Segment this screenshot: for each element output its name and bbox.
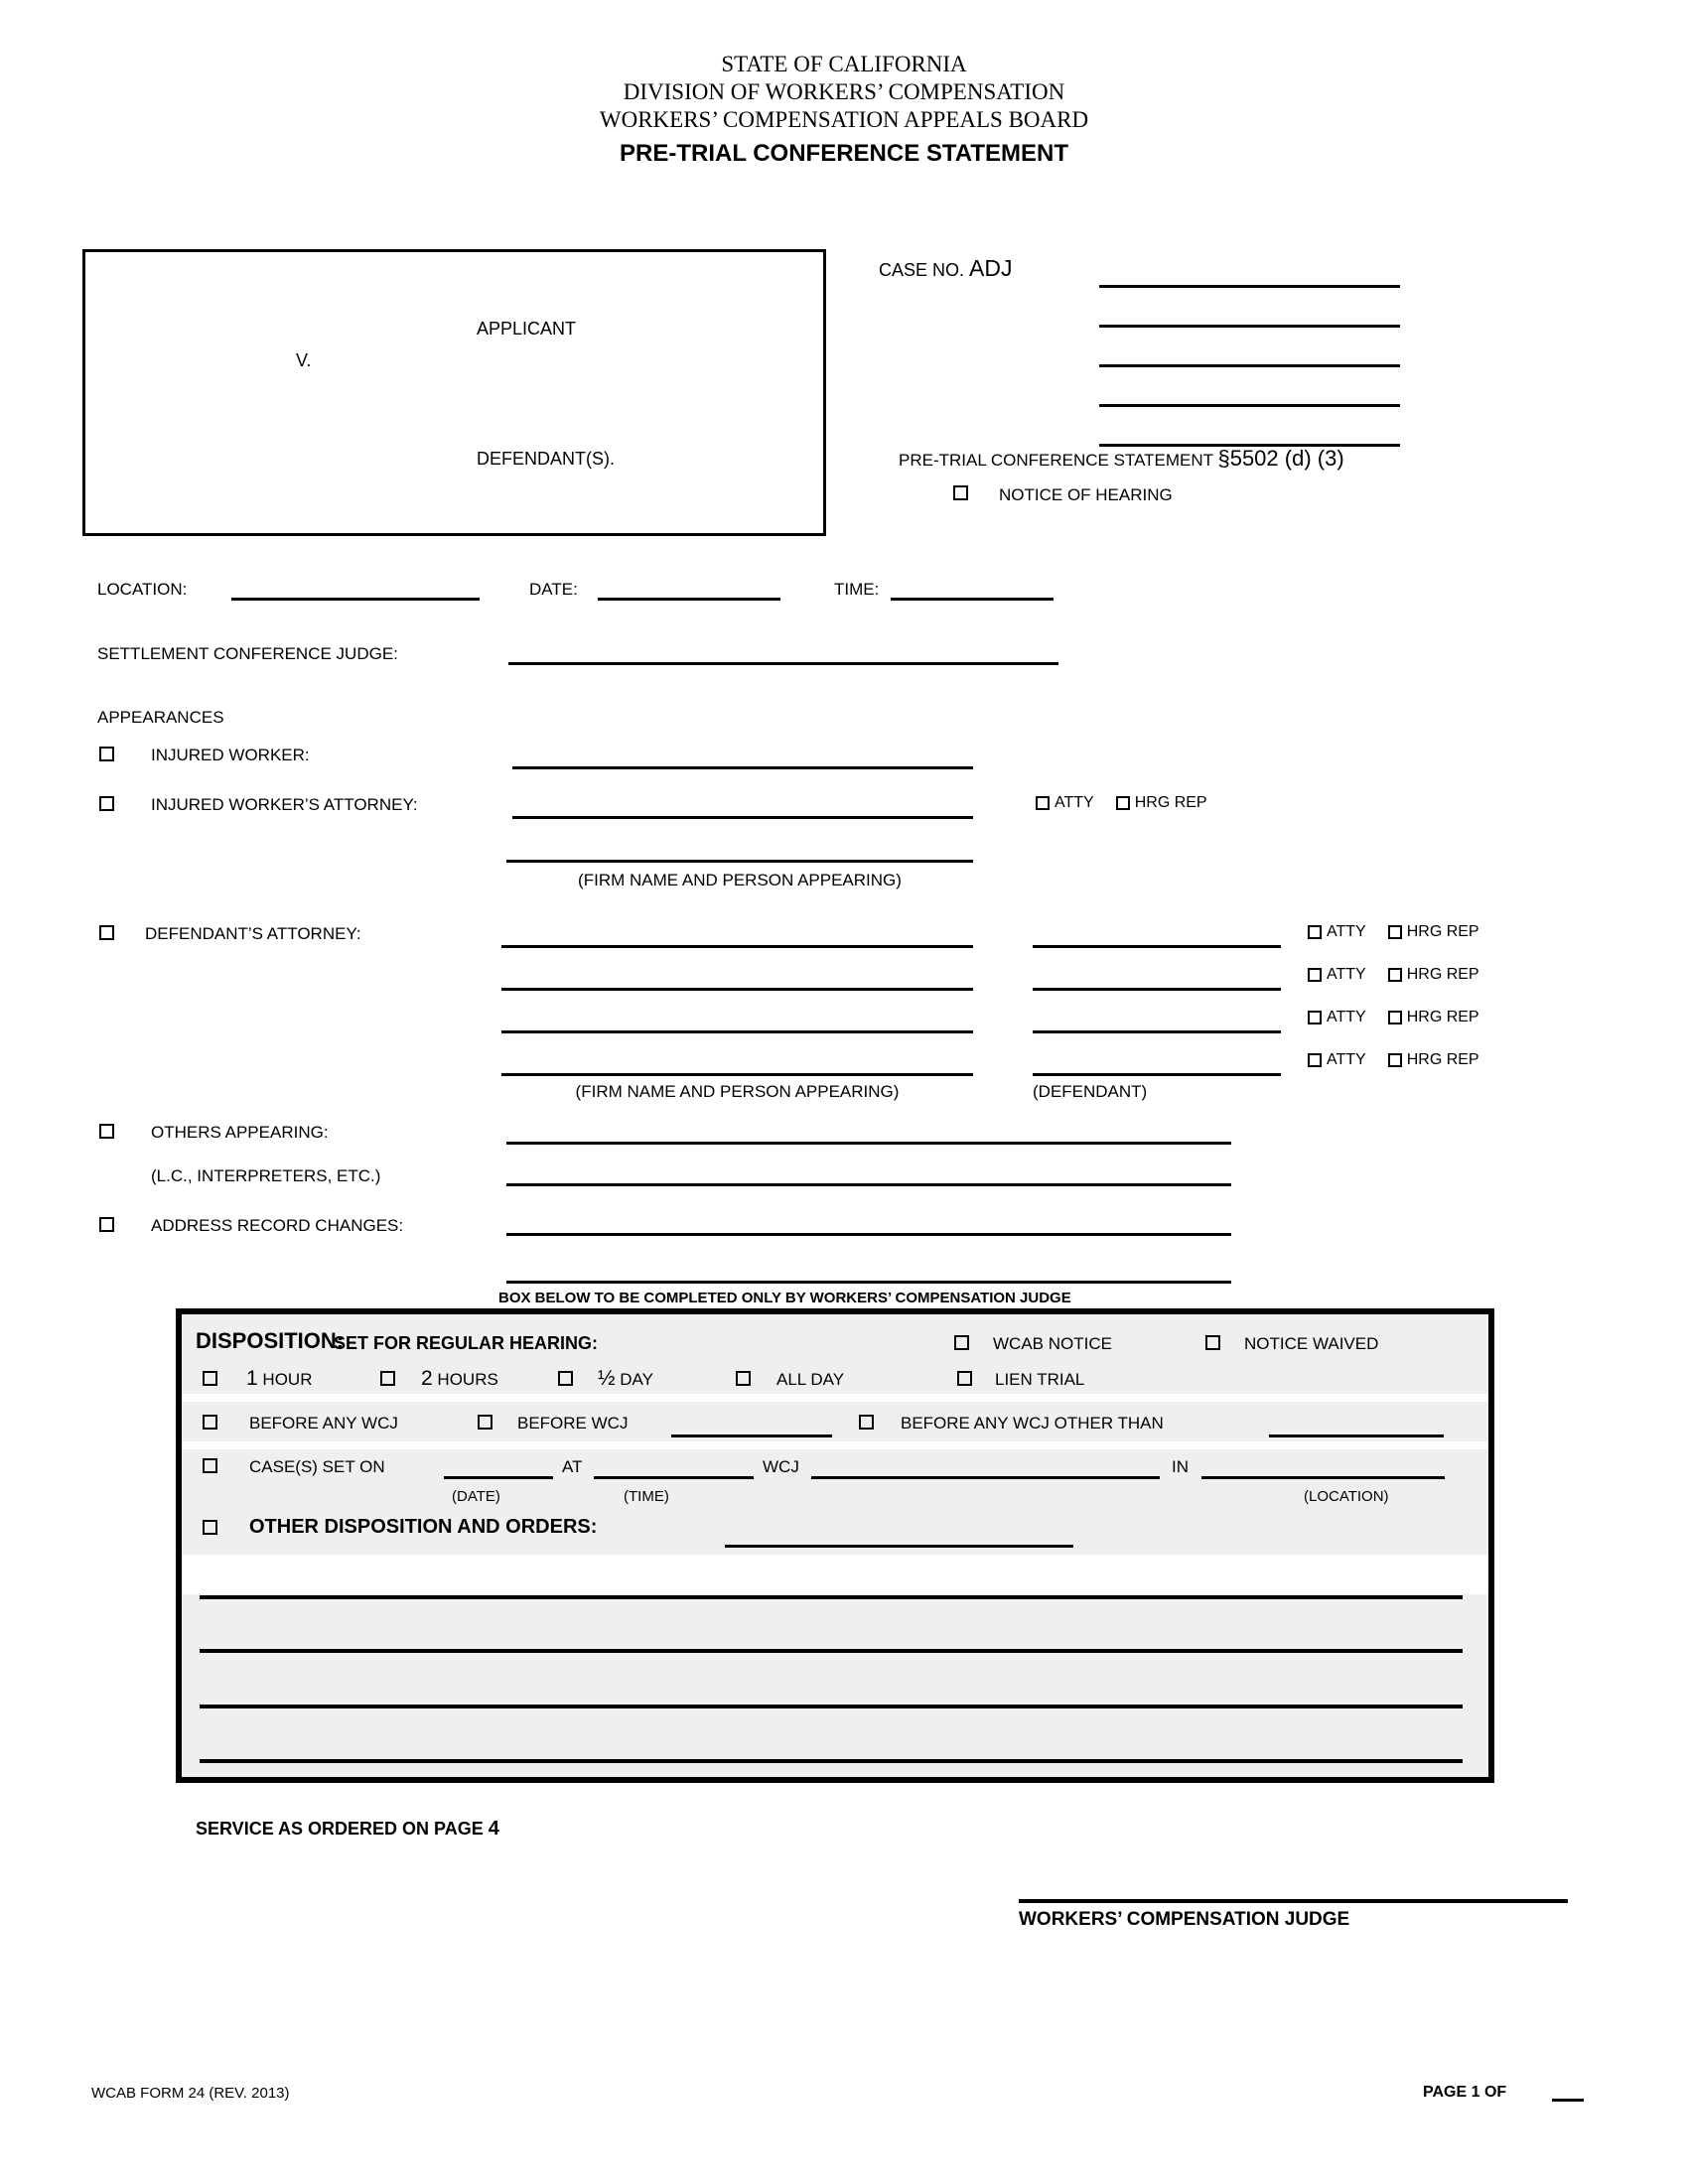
set-time-input-line[interactable]	[594, 1476, 754, 1479]
orders-blank-line[interactable]	[200, 1705, 1463, 1708]
atty-checkbox[interactable]	[1308, 1011, 1322, 1024]
lien-trial-checkbox[interactable]	[957, 1371, 972, 1386]
hrg-rep-label: HRG REP	[1406, 1051, 1479, 1068]
duration-all-day-checkbox[interactable]	[736, 1371, 751, 1386]
wcab-notice-checkbox[interactable]	[954, 1335, 969, 1350]
hrg-rep-checkbox[interactable]	[1388, 1053, 1402, 1067]
wcj-name-input-line[interactable]	[811, 1476, 1160, 1479]
before-wcj-label: BEFORE WCJ	[517, 1414, 629, 1433]
case-no-label: CASE NO.	[879, 260, 965, 280]
atty-checkbox[interactable]	[1308, 968, 1322, 982]
duration-unit: HOURS	[437, 1370, 498, 1389]
time-label: TIME:	[834, 580, 880, 599]
at-label: AT	[562, 1457, 583, 1476]
notice-of-hearing-label: NOTICE OF HEARING	[999, 485, 1173, 504]
others-input-line[interactable]	[506, 1142, 1231, 1145]
statement-ref-label: PRE-TRIAL CONFERENCE STATEMENT	[899, 451, 1213, 470]
defendant-name-line[interactable]	[1033, 945, 1281, 948]
others-input-line[interactable]	[506, 1183, 1231, 1186]
hrg-rep-label: HRG REP	[1406, 966, 1479, 983]
before-other-label: BEFORE ANY WCJ OTHER THAN	[901, 1414, 1164, 1433]
defendant-attorney-name-line[interactable]	[501, 1073, 973, 1076]
hrg-rep-label: HRG REP	[1406, 923, 1479, 940]
date-label: DATE:	[529, 580, 578, 599]
defendant-attorney-type-group	[1308, 1051, 1479, 1069]
duration-number: ½	[598, 1367, 616, 1390]
case-number-line[interactable]	[1099, 404, 1400, 407]
statement-ref	[899, 446, 1344, 471]
row-separator	[182, 1441, 1488, 1449]
hrg-rep-checkbox[interactable]	[1388, 968, 1402, 982]
location-input-line[interactable]	[231, 598, 480, 601]
case-number-line[interactable]	[1099, 364, 1400, 367]
date-caption: (DATE)	[452, 1488, 500, 1505]
orders-blank-line[interactable]	[200, 1649, 1463, 1653]
cases-set-on-checkbox[interactable]	[203, 1458, 217, 1473]
atty-label: ATTY	[1327, 1051, 1366, 1068]
firm-caption: (FIRM NAME AND PERSON APPEARING)	[578, 871, 902, 889]
defendant-name-line[interactable]	[1033, 988, 1281, 991]
case-no	[879, 255, 1013, 282]
before-other-checkbox[interactable]	[859, 1415, 874, 1430]
set-location-input-line[interactable]	[1201, 1476, 1445, 1479]
settlement-judge-label: SETTLEMENT CONFERENCE JUDGE:	[97, 644, 398, 663]
cases-set-on-label: CASE(S) SET ON	[249, 1457, 385, 1476]
time-input-line[interactable]	[891, 598, 1054, 601]
form-title: PRE-TRIAL CONFERENCE STATEMENT	[619, 140, 1068, 167]
header-division: DIVISION OF WORKERS’ COMPENSATION	[623, 79, 1065, 104]
address-changes-label: ADDRESS RECORD CHANGES:	[151, 1216, 404, 1235]
defendant-attorney-checkbox[interactable]	[99, 925, 114, 940]
header-state: STATE OF CALIFORNIA	[721, 52, 967, 76]
iw-attorney-checkbox[interactable]	[99, 796, 114, 811]
defendant-attorney-type-group	[1308, 923, 1479, 941]
case-number-line[interactable]	[1099, 285, 1400, 288]
duration-half-day-checkbox[interactable]	[558, 1371, 573, 1386]
others-appearing-label: OTHERS APPEARING:	[151, 1123, 329, 1142]
others-caption: (L.C., INTERPRETERS, ETC.)	[151, 1166, 381, 1185]
duration-2-hours-label	[421, 1367, 498, 1391]
defendant-attorney-type-group	[1308, 966, 1479, 984]
page-number-label: PAGE 1 OF	[1423, 2084, 1507, 2101]
time-caption: (TIME)	[624, 1488, 669, 1505]
defendant-attorney-name-line[interactable]	[501, 1030, 973, 1033]
orders-blank-line[interactable]	[200, 1595, 1463, 1599]
atty-checkbox[interactable]	[1308, 1053, 1322, 1067]
defendant-name-line[interactable]	[1033, 1030, 1281, 1033]
duration-unit: DAY	[620, 1370, 653, 1389]
injured-worker-checkbox[interactable]	[99, 747, 114, 761]
case-caption-box	[82, 249, 826, 536]
in-label: IN	[1172, 1457, 1189, 1476]
service-ordered-label	[196, 1818, 499, 1841]
others-appearing-checkbox[interactable]	[99, 1124, 114, 1139]
before-wcj-input-line[interactable]	[671, 1434, 832, 1437]
before-any-wcj-checkbox[interactable]	[203, 1415, 217, 1430]
service-text: SERVICE AS ORDERED ON PAGE	[196, 1819, 484, 1839]
hrg-rep-checkbox[interactable]	[1388, 925, 1402, 939]
lien-trial-label: LIEN TRIAL	[995, 1370, 1085, 1389]
case-number-line[interactable]	[1099, 325, 1400, 328]
iw-attorney-type-group	[1036, 794, 1207, 812]
duration-1-hour-label	[246, 1367, 312, 1391]
row-separator	[182, 1394, 1488, 1402]
other-disposition-label: OTHER DISPOSITION AND ORDERS:	[249, 1516, 598, 1538]
set-for-hearing-label: SET FOR REGULAR HEARING:	[334, 1333, 599, 1353]
settlement-judge-input-line[interactable]	[508, 662, 1058, 665]
defendant-name-line[interactable]	[1033, 1073, 1281, 1076]
service-page-number: 4	[488, 1818, 499, 1840]
defendant-caption: (DEFENDANT)	[1033, 1082, 1148, 1101]
defendants-label: DEFENDANT(S).	[477, 449, 615, 469]
address-input-line[interactable]	[506, 1281, 1231, 1284]
wcab-notice-label: WCAB NOTICE	[993, 1334, 1112, 1353]
atty-checkbox[interactable]	[1308, 925, 1322, 939]
duration-number: 1	[246, 1367, 258, 1390]
versus-label: V.	[296, 350, 312, 370]
other-disposition-input-line[interactable]	[725, 1545, 1073, 1548]
case-no-prefix: ADJ	[969, 255, 1013, 281]
defendant-attorney-name-line[interactable]	[501, 945, 973, 948]
wcj-label: WCJ	[763, 1457, 799, 1476]
disposition-label: DISPOSITION:	[196, 1328, 345, 1353]
firm-input-line[interactable]	[506, 860, 973, 863]
iw-attorney-input-line[interactable]	[512, 816, 973, 819]
duration-1-hour-checkbox[interactable]	[203, 1371, 217, 1386]
location-caption: (LOCATION)	[1304, 1488, 1389, 1505]
firm-caption: (FIRM NAME AND PERSON APPEARING)	[575, 1082, 900, 1101]
injured-worker-label: INJURED WORKER:	[151, 746, 310, 764]
judge-signature-line[interactable]	[1019, 1899, 1568, 1903]
atty-label: ATTY	[1327, 966, 1366, 983]
judge-box-banner: BOX BELOW TO BE COMPLETED ONLY BY WORKERS’ COMPENSATION JUDGE	[498, 1290, 1071, 1306]
appearances-heading: APPEARANCES	[97, 708, 224, 727]
page-total-input-line[interactable]	[1552, 2099, 1584, 2102]
notice-of-hearing-checkbox[interactable]	[953, 485, 968, 500]
hrg-rep-checkbox[interactable]	[1388, 1011, 1402, 1024]
other-disposition-checkbox[interactable]	[203, 1520, 217, 1535]
duration-half-day-label	[598, 1367, 653, 1391]
hrg-rep-label: HRG REP	[1134, 794, 1207, 811]
judge-signature-label: WORKERS’ COMPENSATION JUDGE	[1019, 1909, 1350, 1930]
duration-2-hours-checkbox[interactable]	[380, 1371, 395, 1386]
duration-unit: HOUR	[262, 1370, 313, 1389]
address-changes-checkbox[interactable]	[99, 1217, 114, 1232]
header-board: WORKERS’ COMPENSATION APPEALS BOARD	[599, 107, 1089, 132]
date-input-line[interactable]	[598, 598, 780, 601]
defendant-attorney-name-line[interactable]	[501, 988, 973, 991]
address-input-line[interactable]	[506, 1233, 1231, 1236]
applicant-label: APPLICANT	[477, 319, 577, 339]
orders-blank-line[interactable]	[200, 1759, 1463, 1763]
iw-attorney-label: INJURED WORKER’S ATTORNEY:	[151, 795, 418, 814]
atty-label: ATTY	[1327, 923, 1366, 940]
defendant-attorney-type-group	[1308, 1009, 1479, 1026]
notice-waived-checkbox[interactable]	[1205, 1335, 1220, 1350]
set-date-input-line[interactable]	[444, 1476, 553, 1479]
atty-label: ATTY	[1327, 1009, 1366, 1025]
notice-waived-label: NOTICE WAIVED	[1244, 1334, 1379, 1353]
hrg-rep-checkbox[interactable]	[1116, 796, 1130, 810]
form-number: WCAB FORM 24 (REV. 2013)	[91, 2085, 290, 2102]
duration-all-day-label: ALL DAY	[776, 1370, 845, 1389]
before-any-wcj-label: BEFORE ANY WCJ	[249, 1414, 398, 1433]
row-separator	[182, 1555, 1488, 1594]
before-other-input-line[interactable]	[1269, 1434, 1444, 1437]
hrg-rep-label: HRG REP	[1406, 1009, 1479, 1025]
defendant-attorney-label: DEFENDANT’S ATTORNEY:	[145, 924, 361, 943]
duration-number: 2	[421, 1367, 433, 1390]
injured-worker-input-line[interactable]	[512, 766, 973, 769]
statement-section-label: §5502 (d) (3)	[1217, 446, 1344, 471]
atty-checkbox[interactable]	[1036, 796, 1050, 810]
before-wcj-checkbox[interactable]	[478, 1415, 492, 1430]
location-label: LOCATION:	[97, 580, 188, 599]
atty-label: ATTY	[1055, 794, 1094, 811]
